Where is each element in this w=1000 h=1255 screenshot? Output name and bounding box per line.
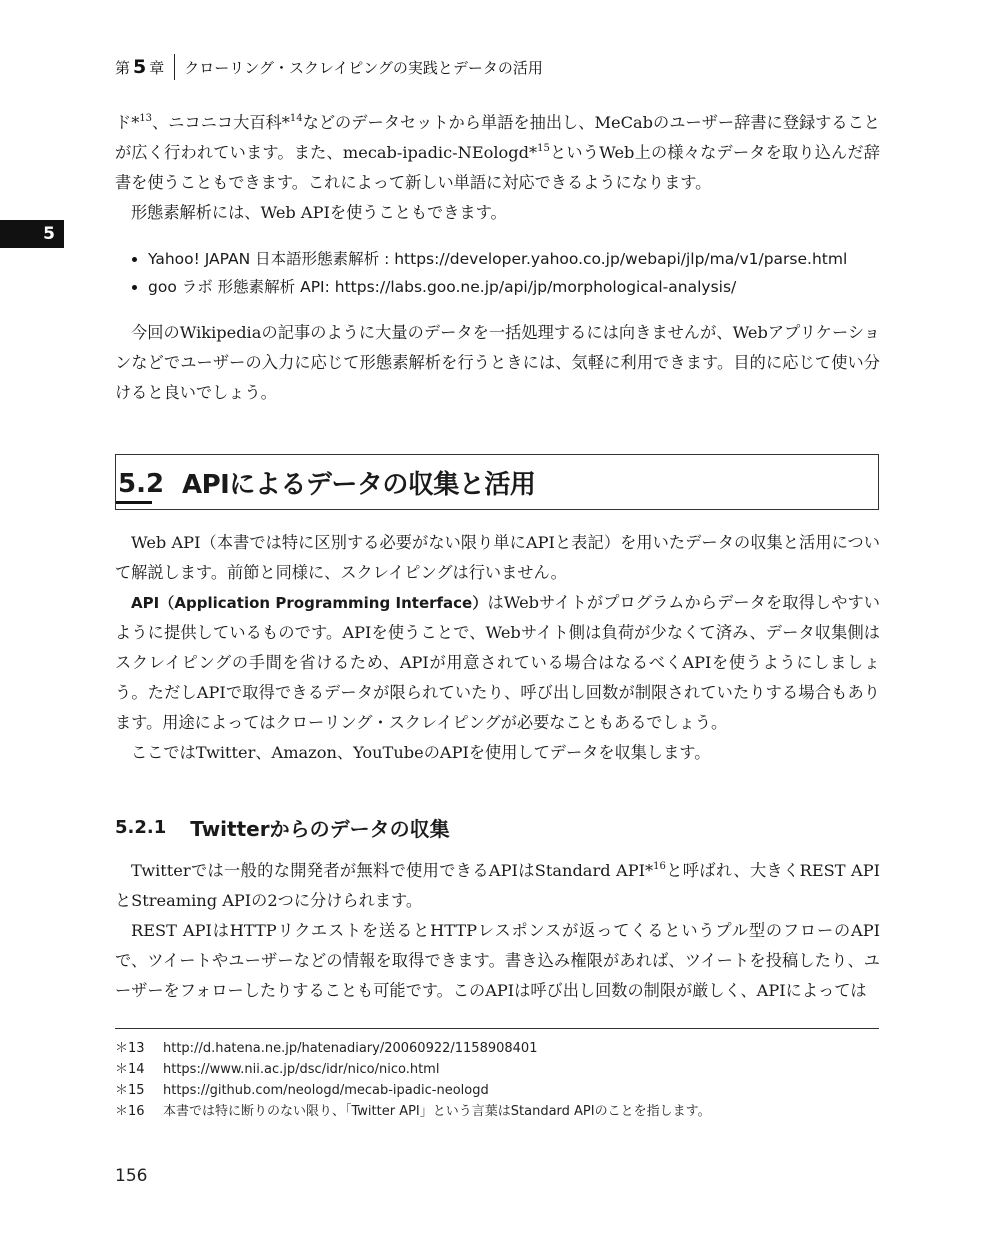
section-number: 5.2: [116, 471, 152, 504]
page-number: 156: [115, 1166, 148, 1186]
footnote-ref-16: 16: [653, 861, 666, 872]
paragraph-section-intro: Web API（本書では特に区別する必要がない限り単にAPIと表記）を用いたデータの収集と活用について解説します。前節と同様に、スクレイピングは行いません。: [115, 533, 880, 582]
section-heading: [115, 454, 879, 510]
footnote-ref-15: 15: [537, 143, 550, 154]
paragraph-rest-api: REST APIはHTTPリクエストを送るとHTTPレスポンスが返ってくるというプル型のフローのAPIで、ツイートやユーザーなどの情報を取得できます。書き込み権限があれば、ツイートを投稿したり、ユーザーをフォローしたりすることも可能です。このAPIは呼び出し回数の制限が厳しく、APIによっては: [115, 921, 880, 1000]
footnotes: [115, 1038, 879, 1122]
paragraph-web-api-intro: 形態素解析には、Web APIを使うこともできます。: [131, 203, 507, 222]
paragraph-usage-advice: 今回のWikipediaの記事のように大量のデータを一括処理するには向きませんが、Webアプリケーションなどでユーザーの入力に応じて形態素解析を行うときには、気軽に利用できます。目的に応じて使い分けると良いでしょう。: [115, 323, 880, 402]
chapter-label: 第 5 章: [115, 56, 165, 78]
footnote-13: ＊13 http://d.hatena.ne.jp/hatenadiary/20060922/1158908401: [115, 1041, 538, 1056]
chapter-title: クローリング・スクレイピングの実践とデータの活用: [184, 58, 543, 77]
footnote-divider: [115, 1028, 879, 1029]
header-divider: [174, 54, 175, 80]
subsection-title: Twitterからのデータの収集: [190, 816, 450, 841]
subsection-heading: [115, 812, 450, 842]
list-item: goo ラボ 形態素解析 API: https://labs.goo.ne.jp/api/jp/morphological-analysis/: [132, 273, 892, 301]
paragraph-dictionary-sources: ド*$^{13}$、ニコニコ大百科*$^{14}$などのデータセットから単語を抽出し、MeCabのユーザー辞書に登録することが広く行われています。また、mecab-ipadic-NEologd*$^{15}$というWeb上の様々なデータを取り込んだ辞書を使うこともできます。これによって新しい単語に対応できるようになります。: [115, 113, 880, 192]
footnote-16: ＊16 本書では特に断りのない限り、「Twitter API」という言葉はStandard APIのことを指します。: [115, 1104, 711, 1119]
subsection-number: 5.2.1: [115, 816, 167, 838]
footnote-ref-13: 13: [139, 113, 153, 124]
chapter-number: 5: [133, 56, 147, 78]
morphological-api-list: [132, 245, 892, 301]
chapter-side-tab: 5: [0, 220, 64, 248]
paragraph-services-list: ここではTwitter、Amazon、YouTubeのAPIを使用してデータを収集します。: [131, 743, 711, 762]
footnote-14: ＊14 https://www.nii.ac.jp/dsc/idr/nico/nico.html: [115, 1062, 440, 1077]
list-item: Yahoo! JAPAN 日本語形態素解析 : https://developer.yahoo.co.jp/webapi/jlp/ma/v1/parse.html: [132, 245, 892, 273]
api-term: API（Application Programming Interface）: [131, 594, 488, 612]
paragraph-api-definition: API（Application Programming Interface）はWebサイトがプログラムからデータを取得しやすいように提供しているものです。APIを使うことで、Webサイト側は負荷が少なくて済み、データ収集側はスクレイピングの手間を省けるため、APIが用意されている場合はなるべくAPIを使うようにしましょう。ただしAPIで取得できるデータが限られていたり、呼び出し回数が制限されていたりする場合もあります。用途によってはクローリング・スクレイピングが必要なこともあるでしょう。: [115, 593, 880, 732]
running-header: [115, 52, 543, 82]
footnote-15: ＊15 https://github.com/neologd/mecab-ipadic-neologd: [115, 1083, 489, 1098]
paragraph-twitter-standard-api: Twitterでは一般的な開発者が無料で使用できるAPIはStandard API*$^{16}$と呼ばれ、大きくREST APIとStreaming APIの2つに分けられます。: [115, 861, 881, 910]
footnote-ref-14: 14: [289, 113, 303, 124]
section-title: APIによるデータの収集と活用: [182, 469, 536, 500]
